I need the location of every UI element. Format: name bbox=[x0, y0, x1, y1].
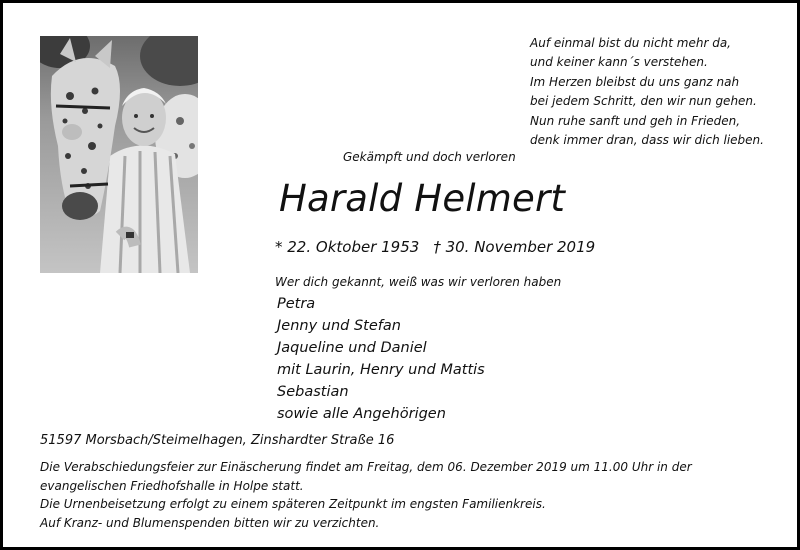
portrait-image bbox=[40, 36, 198, 273]
mourner: Jenny und Stefan bbox=[277, 318, 401, 334]
mourner: Sebastian bbox=[277, 384, 349, 400]
mourners-intro: Wer dich gekannt, weiß was wir verloren haben bbox=[275, 275, 562, 289]
poem-line: Auf einmal bist du nicht mehr da, bbox=[530, 36, 731, 50]
poem-line: Im Herzen bleibst du uns ganz nah bbox=[530, 74, 740, 89]
mourner: sowie alle Angehörigen bbox=[277, 406, 446, 422]
note-line: Die Urnenbeisetzung erfolgt zu einem späteren Zeitpunkt im engsten Familienkreis. bbox=[40, 497, 546, 512]
poem-line: und keiner kann´s verstehen. bbox=[530, 55, 708, 70]
birth-date: * 22. Oktober 1953 bbox=[275, 238, 420, 256]
address: 51597 Morsbach/Steimelhagen, Zinshardter Straße 16 bbox=[40, 433, 395, 448]
mourners-list bbox=[277, 293, 485, 425]
note-line: Auf Kranz- und Blumenspenden bitten wir zu verzichten. bbox=[40, 515, 380, 530]
mourner: Jaqueline und Daniel bbox=[277, 340, 427, 356]
mourner: Petra bbox=[277, 296, 316, 312]
motto: Gekämpft und doch verloren bbox=[343, 150, 516, 164]
note-line: Die Verabschiedungsfeier zur Einäscherung findet am Freitag, dem 06. Dezember 2019 um 11.00 Uhr in der bbox=[40, 460, 692, 474]
poem-line: denk immer dran, dass wir dich lieben. bbox=[530, 133, 764, 148]
life-dates bbox=[275, 238, 595, 256]
ceremony-notes bbox=[40, 458, 692, 532]
poem bbox=[530, 34, 764, 150]
poem-line: Nun ruhe sanft und geh in Frieden, bbox=[530, 113, 741, 128]
poem-line: bei jedem Schritt, den wir nun gehen. bbox=[530, 94, 757, 109]
mourner: mit Laurin, Henry und Mattis bbox=[277, 362, 485, 378]
death-date: † 30. November 2019 bbox=[433, 238, 596, 256]
note-line: evangelischen Friedhofshalle in Holpe statt. bbox=[40, 478, 304, 493]
portrait-photo bbox=[40, 36, 198, 273]
deceased-name: Harald Helmert bbox=[279, 177, 566, 220]
